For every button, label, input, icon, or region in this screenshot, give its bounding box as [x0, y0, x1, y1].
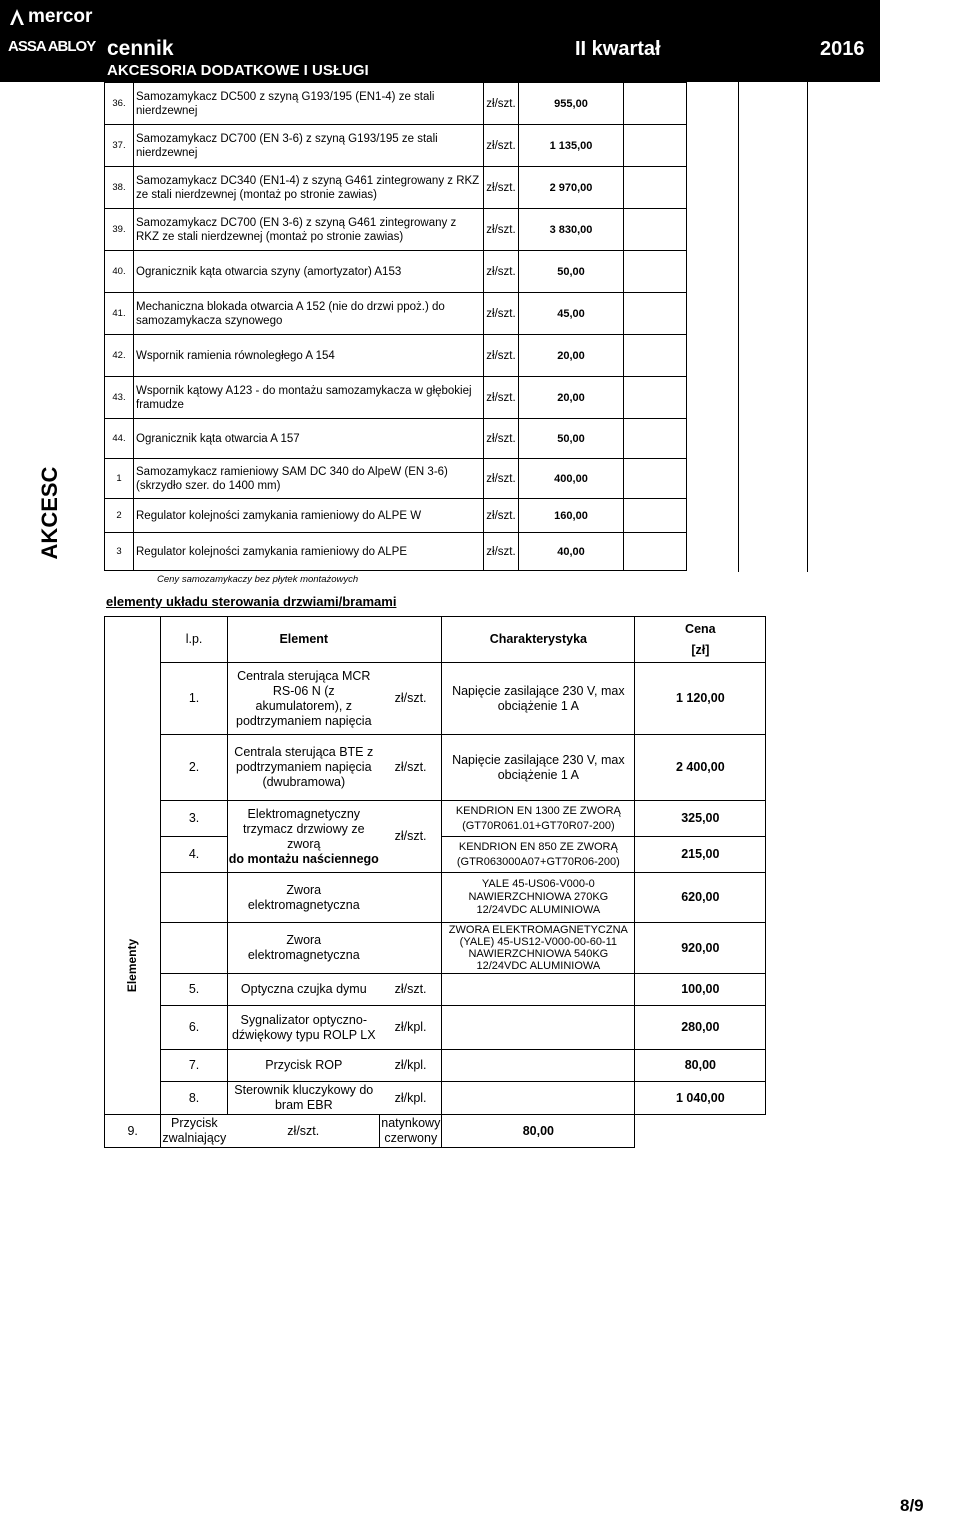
table-row: 39. Samozamykacz DC700 (EN 3-6) z szyną G461 zintegrowany z RKZ ze stali nierdzewnej (montaż po stronie zawias) zł/szt. 3 830,00: [105, 209, 687, 251]
page-title: cennik: [107, 37, 174, 60]
table-row: 7. Przycisk ROP zł/kpl. 80,00: [105, 1050, 766, 1082]
group-name: ASSA ABLOY: [8, 38, 96, 55]
section2-title: elementy układu sterowania drzwiami/bramami: [106, 594, 397, 609]
table-row: 1 Samozamykacz ramieniowy SAM DC 340 do AlpeW (EN 3-6) (skrzydło szer. do 1400 mm) zł/szt. 400,00: [105, 459, 687, 499]
table-row: 43. Wspornik kątowy A123 - do montażu samozamykacza w głębokiej framudze zł/szt. 20,00: [105, 377, 687, 419]
table-row: 3. Elektromagnetyczny trzymacz drzwiowy ze zworą do montażu naściennego zł/szt. KENDRION EN 1300 ZE ZWORĄ (GT70R061.01+GT70R07-200) 325,00: [105, 801, 766, 837]
table-row: 5. Optyczna czujka dymu zł/szt. 100,00: [105, 974, 766, 1006]
table-row: 2 Regulator kolejności zamykania ramieniowy do ALPE W zł/szt. 160,00: [105, 499, 687, 533]
table-row: 4. KENDRION EN 850 ZE ZWORĄ (GTR063000A07+GT70R06-200) 215,00: [105, 837, 766, 873]
table-row: 42. Wspornik ramienia równoległego A 154 zł/szt. 20,00: [105, 335, 687, 377]
table-row: 37. Samozamykacz DC700 (EN 3-6) z szyną G193/195 ze stali nierdzewnej zł/szt. 1 135,00: [105, 125, 687, 167]
col-lp: l.p.: [161, 617, 227, 663]
table-row: 38. Samozamykacz DC340 (EN1-4) z szyną G461 zintegrowany z RKZ ze stali nierdzewnej (montaż po stronie zawias) zł/szt. 2 970,00: [105, 167, 687, 209]
page-number: 8/9: [900, 1496, 924, 1515]
table-row: 9. Przycisk zwalniający zł/szt. natynkowy czerwony 80,00: [105, 1115, 766, 1148]
col-char: Charakterystyka: [442, 617, 635, 663]
controls-table: [104, 616, 766, 1148]
period: II kwartał: [575, 38, 661, 60]
elementy-side-cell: Elementy: [105, 617, 161, 1115]
col-element: Element: [227, 617, 380, 663]
year: 2016: [820, 38, 865, 60]
table-row: 1. Centrala sterująca MCR RS-06 N (z akumulatorem), z podtrzymaniem napięcia zł/szt. Napięcie zasilające 230 V, max obciążenie 1 A 1 120,00: [105, 663, 766, 735]
extra-grid: [738, 82, 879, 572]
col-price: Cena [zł]: [635, 617, 766, 663]
table-row: 2. Centrala sterująca BTE z podtrzymaniem napięcia (dwubramowa) zł/szt. Napięcie zasilające 230 V, max obciążenie 1 A 2 400,00: [105, 735, 766, 801]
accessories-table: [104, 82, 687, 571]
table-row: Zwora elektromagnetyczna ZWORA ELEKTROMAGNETYCZNA (YALE) 45-US12-V000-00-60-11 NAWIERZCHNIOWA 540KG 12/24VDC ALUMINIOWA 920,00: [105, 923, 766, 974]
table-row: 36. Samozamykacz DC500 z szyną G193/195 (EN1-4) ze stali nierdzewnej zł/szt. 955,00: [105, 83, 687, 125]
table-row: 41. Mechaniczna blokada otwarcia A 152 (nie do drzwi ppoż.) do samozamykacza szynowego zł/szt. 45,00: [105, 293, 687, 335]
side-label-akcesoria: AKCESC: [37, 466, 62, 560]
table-row: 40. Ogranicznik kąta otwarcia szyny (amortyzator) A153 zł/szt. 50,00: [105, 251, 687, 293]
table-row: 3 Regulator kolejności zamykania ramieniowy do ALPE zł/szt. 40,00: [105, 533, 687, 571]
table-row: Zwora elektromagnetyczna YALE 45-US06-V000-0 NAWIERZCHNIOWA 270KG 12/24VDC ALUMINIOWA 620,00: [105, 873, 766, 923]
mercor-logo-icon: [8, 7, 26, 27]
footnote: Ceny samozamykaczy bez płytek montażowych: [157, 574, 359, 585]
brand-name: mercor: [28, 6, 93, 27]
table-row: 6. Sygnalizator optyczno-dźwiękowy typu ROLP LX zł/kpl. 280,00: [105, 1006, 766, 1050]
table-row: 8. Sterownik kluczykowy do bram EBR zł/kpl. 1 040,00: [105, 1082, 766, 1115]
table-row: 44. Ogranicznik kąta otwarcia A 157 zł/szt. 50,00: [105, 419, 687, 459]
mercor-logo: [8, 6, 98, 28]
page-subtitle: AKCESORIA DODATKOWE I USŁUGI: [107, 62, 369, 79]
